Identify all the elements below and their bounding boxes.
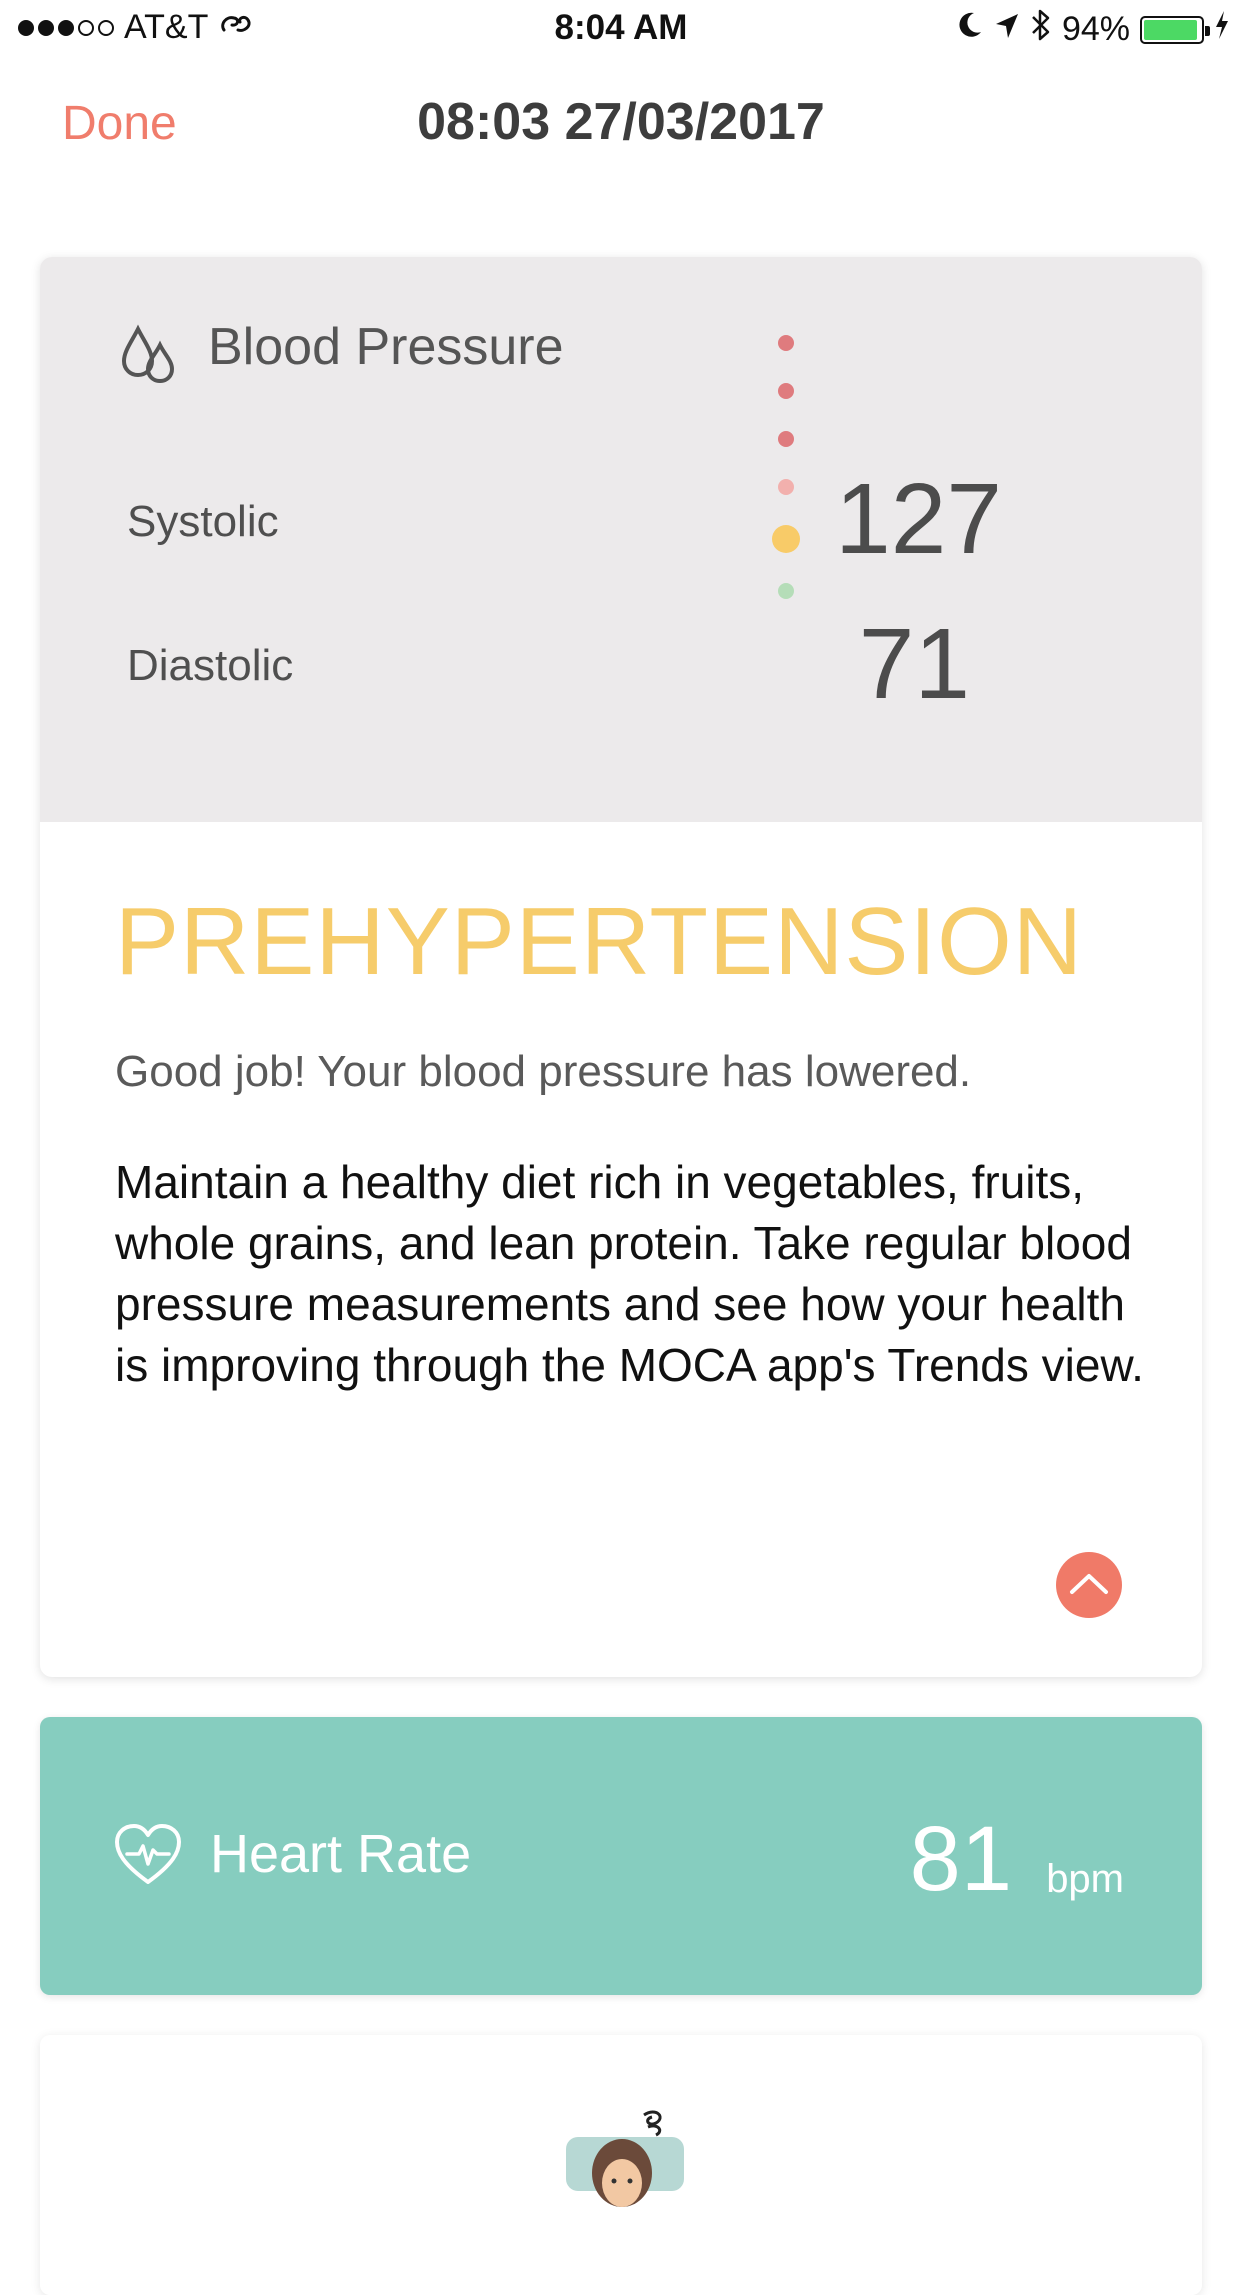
systolic-value: 127 (835, 463, 1002, 575)
status-time: 8:04 AM (554, 8, 688, 47)
systolic-label: Systolic (127, 497, 279, 546)
carrier-name: AT&T (124, 8, 209, 46)
blood-pressure-title: Blood Pressure (208, 318, 564, 376)
heart-rate-card[interactable] (40, 1717, 1202, 1995)
bp-status-message: Good job! Your blood pressure has lowered. (115, 1047, 972, 1096)
chevron-up-icon (1068, 1566, 1110, 1602)
heart-rate-value: 81 (909, 1808, 1012, 1910)
bp-scale-dot (778, 383, 794, 399)
status-bar (0, 0, 1242, 60)
next-card (40, 2035, 1202, 2295)
bp-scale-dot (778, 583, 794, 599)
diastolic-value: 71 (858, 608, 970, 720)
page-title: 08:03 27/03/2017 (417, 93, 825, 151)
location-arrow-icon (994, 10, 1020, 49)
moon-icon (956, 10, 984, 49)
collapse-button[interactable] (1056, 1552, 1122, 1618)
heart-rate-title: Heart Rate (210, 1824, 472, 1884)
status-right (956, 8, 1230, 51)
battery-percentage: 94% (1061, 10, 1130, 48)
bp-status-title: PREHYPERTENSION (115, 888, 1084, 995)
bp-scale-dot (778, 335, 794, 351)
bp-scale-dot (778, 479, 794, 495)
bp-scale-dot-active (772, 525, 800, 553)
drops-icon (118, 323, 178, 383)
heart-rate-unit: bpm (1046, 1857, 1124, 1901)
blood-pressure-card (40, 257, 1202, 1677)
done-button[interactable]: Done (62, 97, 177, 150)
bp-scale-dot (778, 431, 794, 447)
bp-advice-text: Maintain a healthy diet rich in vegetables, fruits, whole grains, and lean protein. Take regular blood pressure measurements and see how your health is improving through the MOCA app's Trends view. (115, 1156, 1144, 1391)
bluetooth-icon (1030, 8, 1052, 51)
heart-pulse-icon (113, 1822, 183, 1891)
charging-bolt-icon (1214, 10, 1230, 49)
diastolic-label: Diastolic (127, 641, 294, 690)
dizzy-person-icon (560, 2095, 700, 2240)
blood-pressure-readings (40, 257, 1202, 822)
battery-icon (1140, 16, 1204, 44)
